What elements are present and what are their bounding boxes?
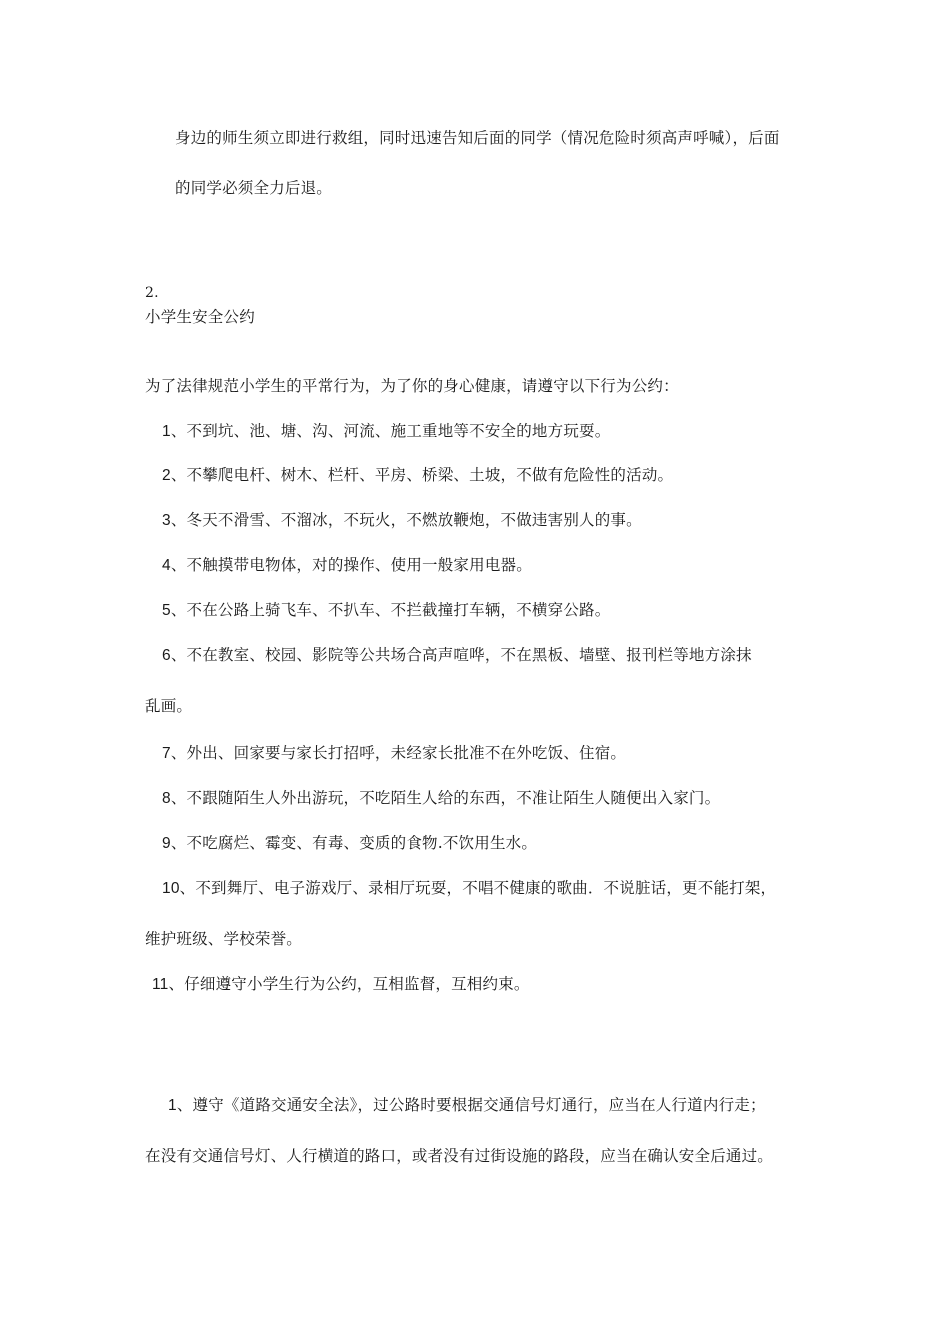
rule-8 bbox=[162, 788, 720, 809]
rule-10 bbox=[162, 878, 776, 899]
rule-1 bbox=[162, 421, 610, 442]
intro-line-2: 的同学必须全力后退。 bbox=[175, 179, 333, 197]
traffic-rule-line-2: 在没有交通信号灯、人行横道的路口，或者没有过街设施的路段，应当在确认安全后通过。 bbox=[145, 1147, 774, 1165]
rule-text: 不吃腐烂、霉变、有毒、变质的食物.不饮用生水。 bbox=[186, 834, 538, 852]
section-number: 2. bbox=[145, 285, 159, 301]
rule-text: 不到坑、池、塘、沟、河流、施工重地等不安全的地方玩耍。 bbox=[186, 422, 611, 440]
rule-9 bbox=[162, 833, 537, 854]
preamble: 为了法律规范小学生的平常行为，为了你的身心健康，请遵守以下行为公约： bbox=[145, 377, 679, 395]
rule-6 bbox=[162, 645, 752, 666]
rule-5 bbox=[162, 600, 610, 621]
rule-4 bbox=[162, 555, 532, 576]
rule-11 bbox=[152, 974, 530, 995]
rule-6-continuation: 乱画。 bbox=[145, 697, 193, 715]
rule-7 bbox=[162, 743, 626, 764]
rule-text: 不跟随陌生人外出游玩，不吃陌生人给的东西，不准让陌生人随便出入家门。 bbox=[186, 789, 721, 807]
rule-text: 冬天不滑雪、不溜冰，不玩火，不燃放鞭炮，不做违害别人的事。 bbox=[186, 511, 642, 529]
rule-number: 8、 bbox=[162, 790, 187, 807]
rule-number: 1、 bbox=[162, 423, 187, 440]
rule-number: 10、 bbox=[162, 880, 196, 897]
rule-text: 不攀爬电杆、树木、栏杆、平房、桥梁、土坡，不做有危险性的活动。 bbox=[186, 466, 674, 484]
rule-number: 1、 bbox=[168, 1097, 193, 1114]
rule-number: 9、 bbox=[162, 835, 187, 852]
section-title: 小学生安全公约 bbox=[145, 308, 255, 326]
rule-2 bbox=[162, 465, 673, 486]
rule-number: 6、 bbox=[162, 647, 187, 664]
rule-text: 遵守《道路交通安全法》，过公路时要根据交通信号灯通行，应当在人行道内行走； bbox=[192, 1096, 766, 1114]
rule-number: 2、 bbox=[162, 467, 187, 484]
rule-text: 不触摸带电物体，对的操作、使用一般家用电器。 bbox=[186, 556, 532, 574]
rule-number: 11、 bbox=[152, 976, 185, 993]
rule-text: 仔细遵守小学生行为公约，互相监督，互相约束。 bbox=[184, 975, 530, 993]
rule-text: 外出、回家要与家长打招呼，未经家长批准不在外吃饭、住宿。 bbox=[186, 744, 627, 762]
traffic-rule-line-1 bbox=[168, 1095, 766, 1116]
rule-number: 7、 bbox=[162, 745, 187, 762]
rule-10-continuation: 维护班级、学校荣誉。 bbox=[145, 930, 303, 948]
rule-number: 3、 bbox=[162, 512, 187, 529]
rule-number: 5、 bbox=[162, 602, 187, 619]
rule-text: 不在公路上骑飞车、不扒车、不拦截撞打车辆，不横穿公路。 bbox=[186, 601, 611, 619]
rule-text: 不在教室、校园、影院等公共场合高声喧哗，不在黑板、墙壁、报刊栏等地方涂抹 bbox=[186, 646, 752, 664]
intro-line-1: 身边的师生须立即进行救组，同时迅速告知后面的同学（情况危险时须高声呼喊），后面 bbox=[175, 129, 780, 147]
rule-number: 4、 bbox=[162, 557, 187, 574]
rule-text: 不到舞厅、电子游戏厅、录相厅玩耍，不唱不健康的歌曲．不说脏话，更不能打架， bbox=[195, 879, 777, 897]
rule-3 bbox=[162, 510, 642, 531]
